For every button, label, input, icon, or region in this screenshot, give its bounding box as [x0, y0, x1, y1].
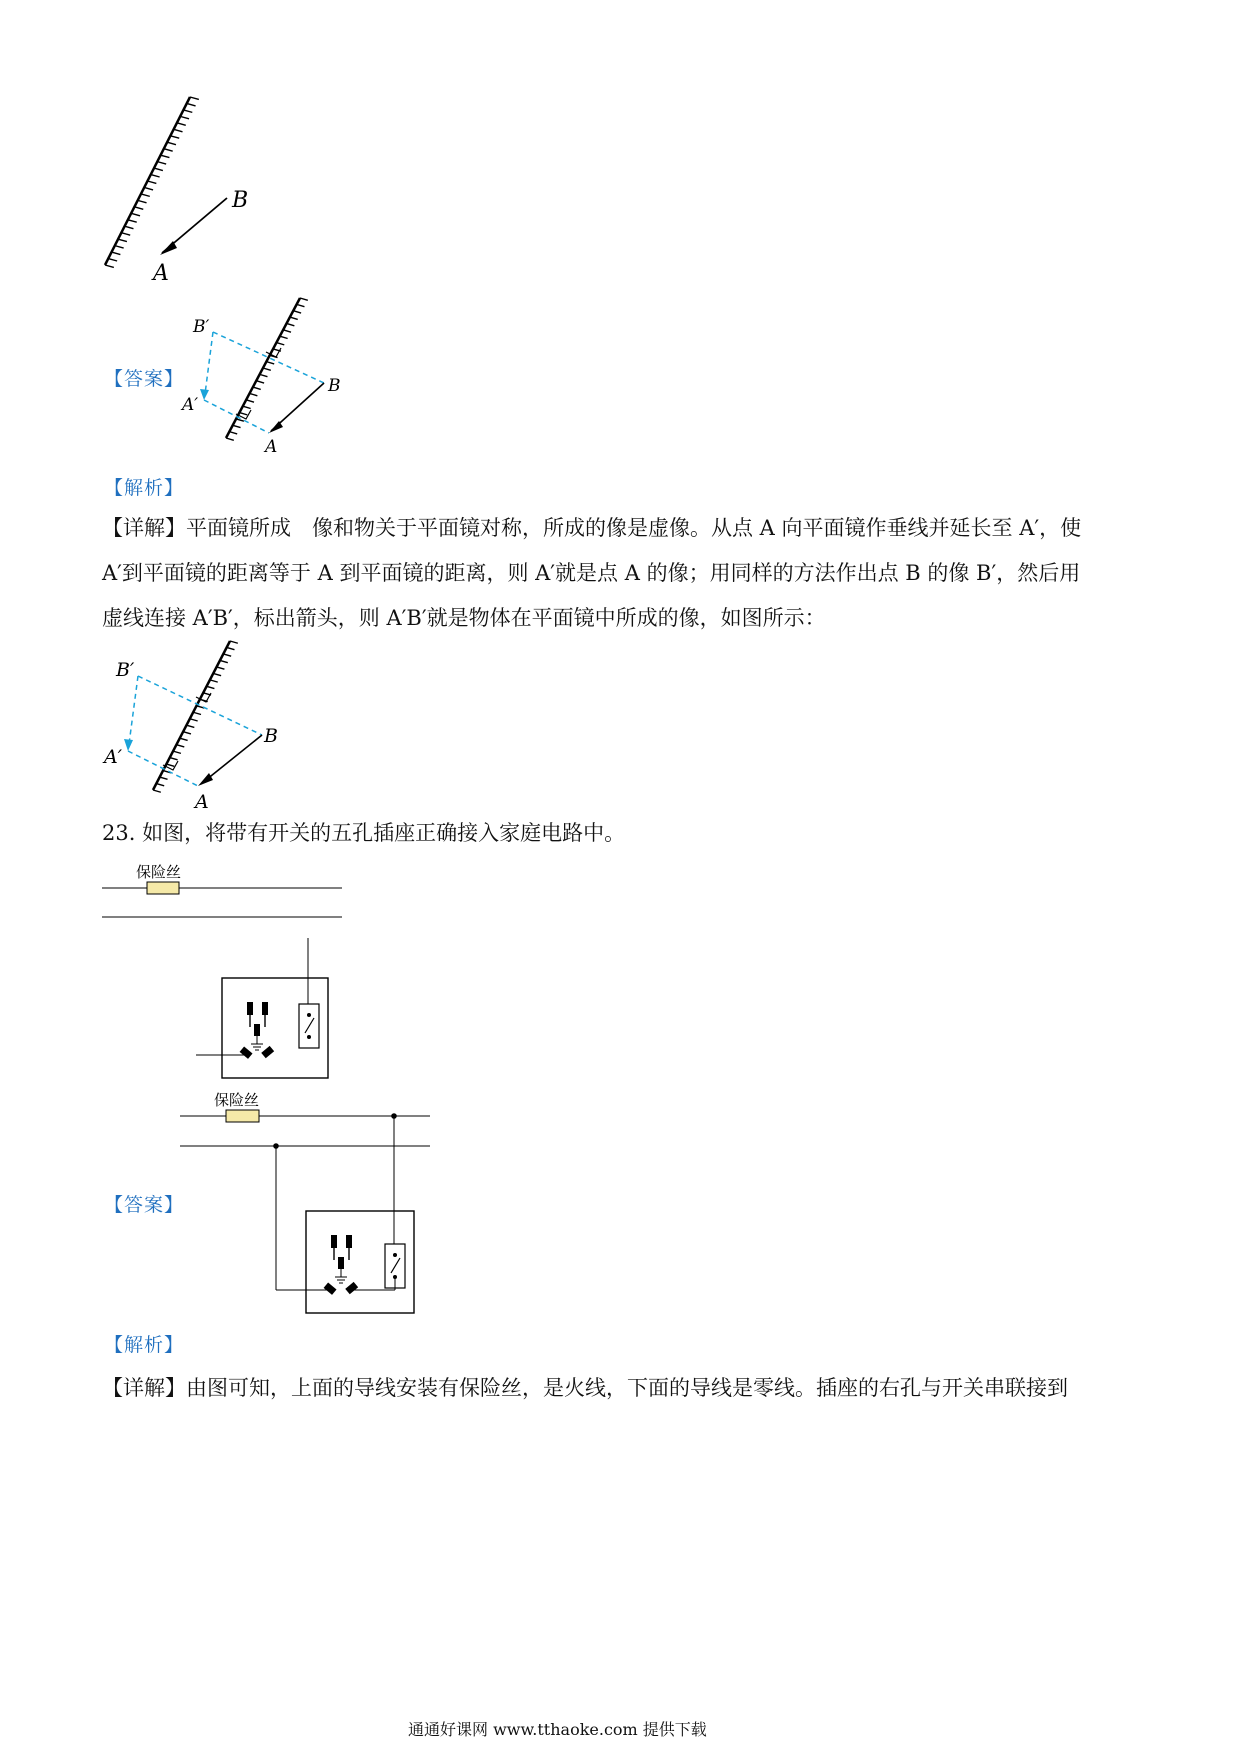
page-footer: 通通好课网 www.tthaoke.com 提供下载 [408, 1720, 707, 1739]
hatch-tick [170, 136, 179, 138]
hatch-tick [210, 680, 218, 682]
hatch-tick [290, 317, 298, 319]
hatch-tick [217, 667, 225, 669]
hatch-tick [141, 194, 150, 196]
circuit-figure-question [100, 855, 360, 1085]
hatch-tick [230, 641, 238, 643]
hatch-tick [108, 259, 117, 261]
dashed-image-arrow [129, 676, 138, 744]
hatch-tick [280, 336, 288, 338]
hatch-tick [151, 175, 160, 177]
hatch-tick [220, 660, 228, 662]
hatch-tick [176, 745, 184, 747]
switch-contact [307, 1035, 311, 1039]
hatch-tick [213, 673, 221, 675]
hatch-tick [226, 438, 234, 440]
point-b-img-label: B′ [116, 659, 135, 681]
socket-panel [222, 978, 328, 1078]
point-a-label: A [195, 791, 209, 813]
answer-label-23: 【答案】 [104, 1194, 185, 1216]
dashed-projection-a [128, 751, 198, 786]
hatch-tick [128, 220, 137, 222]
point-a-label: A [265, 437, 278, 457]
hatch-tick [266, 362, 274, 364]
hatch-tick [183, 110, 192, 112]
hatch-tick [293, 311, 301, 313]
hatch-tick [166, 764, 174, 766]
hatch-tick [256, 381, 264, 383]
hatch-tick [157, 162, 166, 164]
hatch-tick [118, 239, 127, 241]
switch-contact [307, 1013, 311, 1017]
hatch-tick [131, 213, 140, 215]
hatch-tick [115, 246, 124, 248]
point-a-img-label: A′ [182, 395, 199, 415]
hatch-tick [243, 406, 251, 408]
hatch-tick [246, 400, 254, 402]
hatch-tick [300, 298, 308, 300]
dashed-projection-a [204, 400, 269, 433]
hatch-tick [227, 647, 235, 649]
detail-23-line-1: 【详解】由图可知，上面的导线安装有保险丝，是火线，下面的导线是零线。插座的右孔与开关串联接到 [102, 1376, 1068, 1400]
hatch-tick [144, 187, 153, 189]
hatch-tick [161, 155, 170, 157]
hatch-tick [180, 116, 189, 118]
hatch-tick [287, 323, 295, 325]
analysis-label-23: 【解析】 [104, 1334, 185, 1356]
point-b-label: B [232, 188, 249, 213]
dashed-projection-b [138, 676, 262, 735]
hatch-tick [134, 207, 143, 209]
dashed-image-arrow [205, 332, 213, 394]
hatch-tick [193, 712, 201, 714]
hatch-tick [250, 393, 258, 395]
arrow-head-a [198, 773, 213, 786]
hatch-tick [186, 725, 194, 727]
hatch-tick [153, 790, 161, 792]
hatch-tick [190, 719, 198, 721]
hatch-tick [183, 732, 191, 734]
hatch-tick [112, 252, 121, 254]
image-arrow-head [124, 739, 133, 751]
hatch-tick [229, 432, 237, 434]
switch-blade [391, 1258, 400, 1273]
hatch-tick [253, 387, 261, 389]
mirror-figure-answer [178, 290, 378, 465]
answer-label: 【答案】 [104, 368, 185, 390]
switch-contact [393, 1253, 397, 1257]
hatch-tick [125, 226, 134, 228]
point-b-label: B [328, 376, 341, 396]
hatch-tick [170, 758, 178, 760]
point-b-img-label: B′ [193, 317, 210, 337]
detail-line-2: A′到平面镜的距离等于 A 到平面镜的距离，则 A′就是点 A 的像；用同样的方法作出点 B 的像 B′，然后用 [102, 561, 1081, 585]
mirror-hatching [105, 97, 199, 267]
hatch-tick [156, 784, 164, 786]
hatch-tick [190, 97, 199, 99]
hatch-tick [263, 368, 271, 370]
five-hole-socket-icon [240, 1002, 275, 1059]
point-a-label: A [153, 261, 169, 286]
hatch-tick [239, 413, 247, 415]
hatch-tick [283, 330, 291, 332]
question-23-text: 23. 如图，将带有开关的五孔插座正确接入家庭电路中。 [102, 821, 626, 845]
hatch-tick [105, 265, 114, 267]
point-a-img-label: A′ [104, 746, 123, 768]
hatch-tick [187, 103, 196, 105]
detail-line-3: 虚线连接 A′B′，标出箭头，则 A′B′就是物体在平面镜中所成的像，如图所示： [102, 606, 826, 630]
hatch-tick [233, 425, 241, 427]
switch-blade [305, 1018, 314, 1033]
point-b-label: B [264, 725, 278, 747]
fuse-label: 保险丝 [214, 1091, 260, 1109]
image-arrow-head [200, 389, 209, 400]
hatch-tick [167, 142, 176, 144]
mirror-figure-question [100, 95, 300, 295]
hatch-tick [297, 304, 305, 306]
hatch-tick [177, 123, 186, 125]
hatch-tick [154, 168, 163, 170]
circuit-figure-answer [178, 1085, 438, 1325]
hatch-tick [160, 777, 168, 779]
mirror-hatching [153, 641, 238, 792]
hatch-tick [173, 751, 181, 753]
hatch-tick [223, 654, 231, 656]
hatch-tick [138, 200, 147, 202]
hatch-tick [276, 343, 284, 345]
hatch-tick [207, 686, 215, 688]
hatch-tick [121, 233, 130, 235]
hatch-tick [180, 738, 188, 740]
fuse [226, 1110, 259, 1122]
mirror-line [153, 641, 230, 790]
hatch-tick [148, 181, 157, 183]
fuse [147, 882, 179, 894]
hatch-tick [174, 129, 183, 131]
fuse-label: 保险丝 [136, 863, 182, 881]
analysis-label: 【解析】 [104, 477, 185, 499]
mirror-figure-detail [98, 638, 318, 818]
five-hole-socket-icon [324, 1235, 359, 1295]
hatch-tick [164, 149, 173, 151]
hatch-tick [236, 419, 244, 421]
hatch-tick [260, 374, 268, 376]
detail-line-1: 【详解】平面镜所成 像和物关于平面镜对称，所成的像是虚像。从点 A 向平面镜作垂线并延长至 A′，使 [102, 516, 1082, 540]
